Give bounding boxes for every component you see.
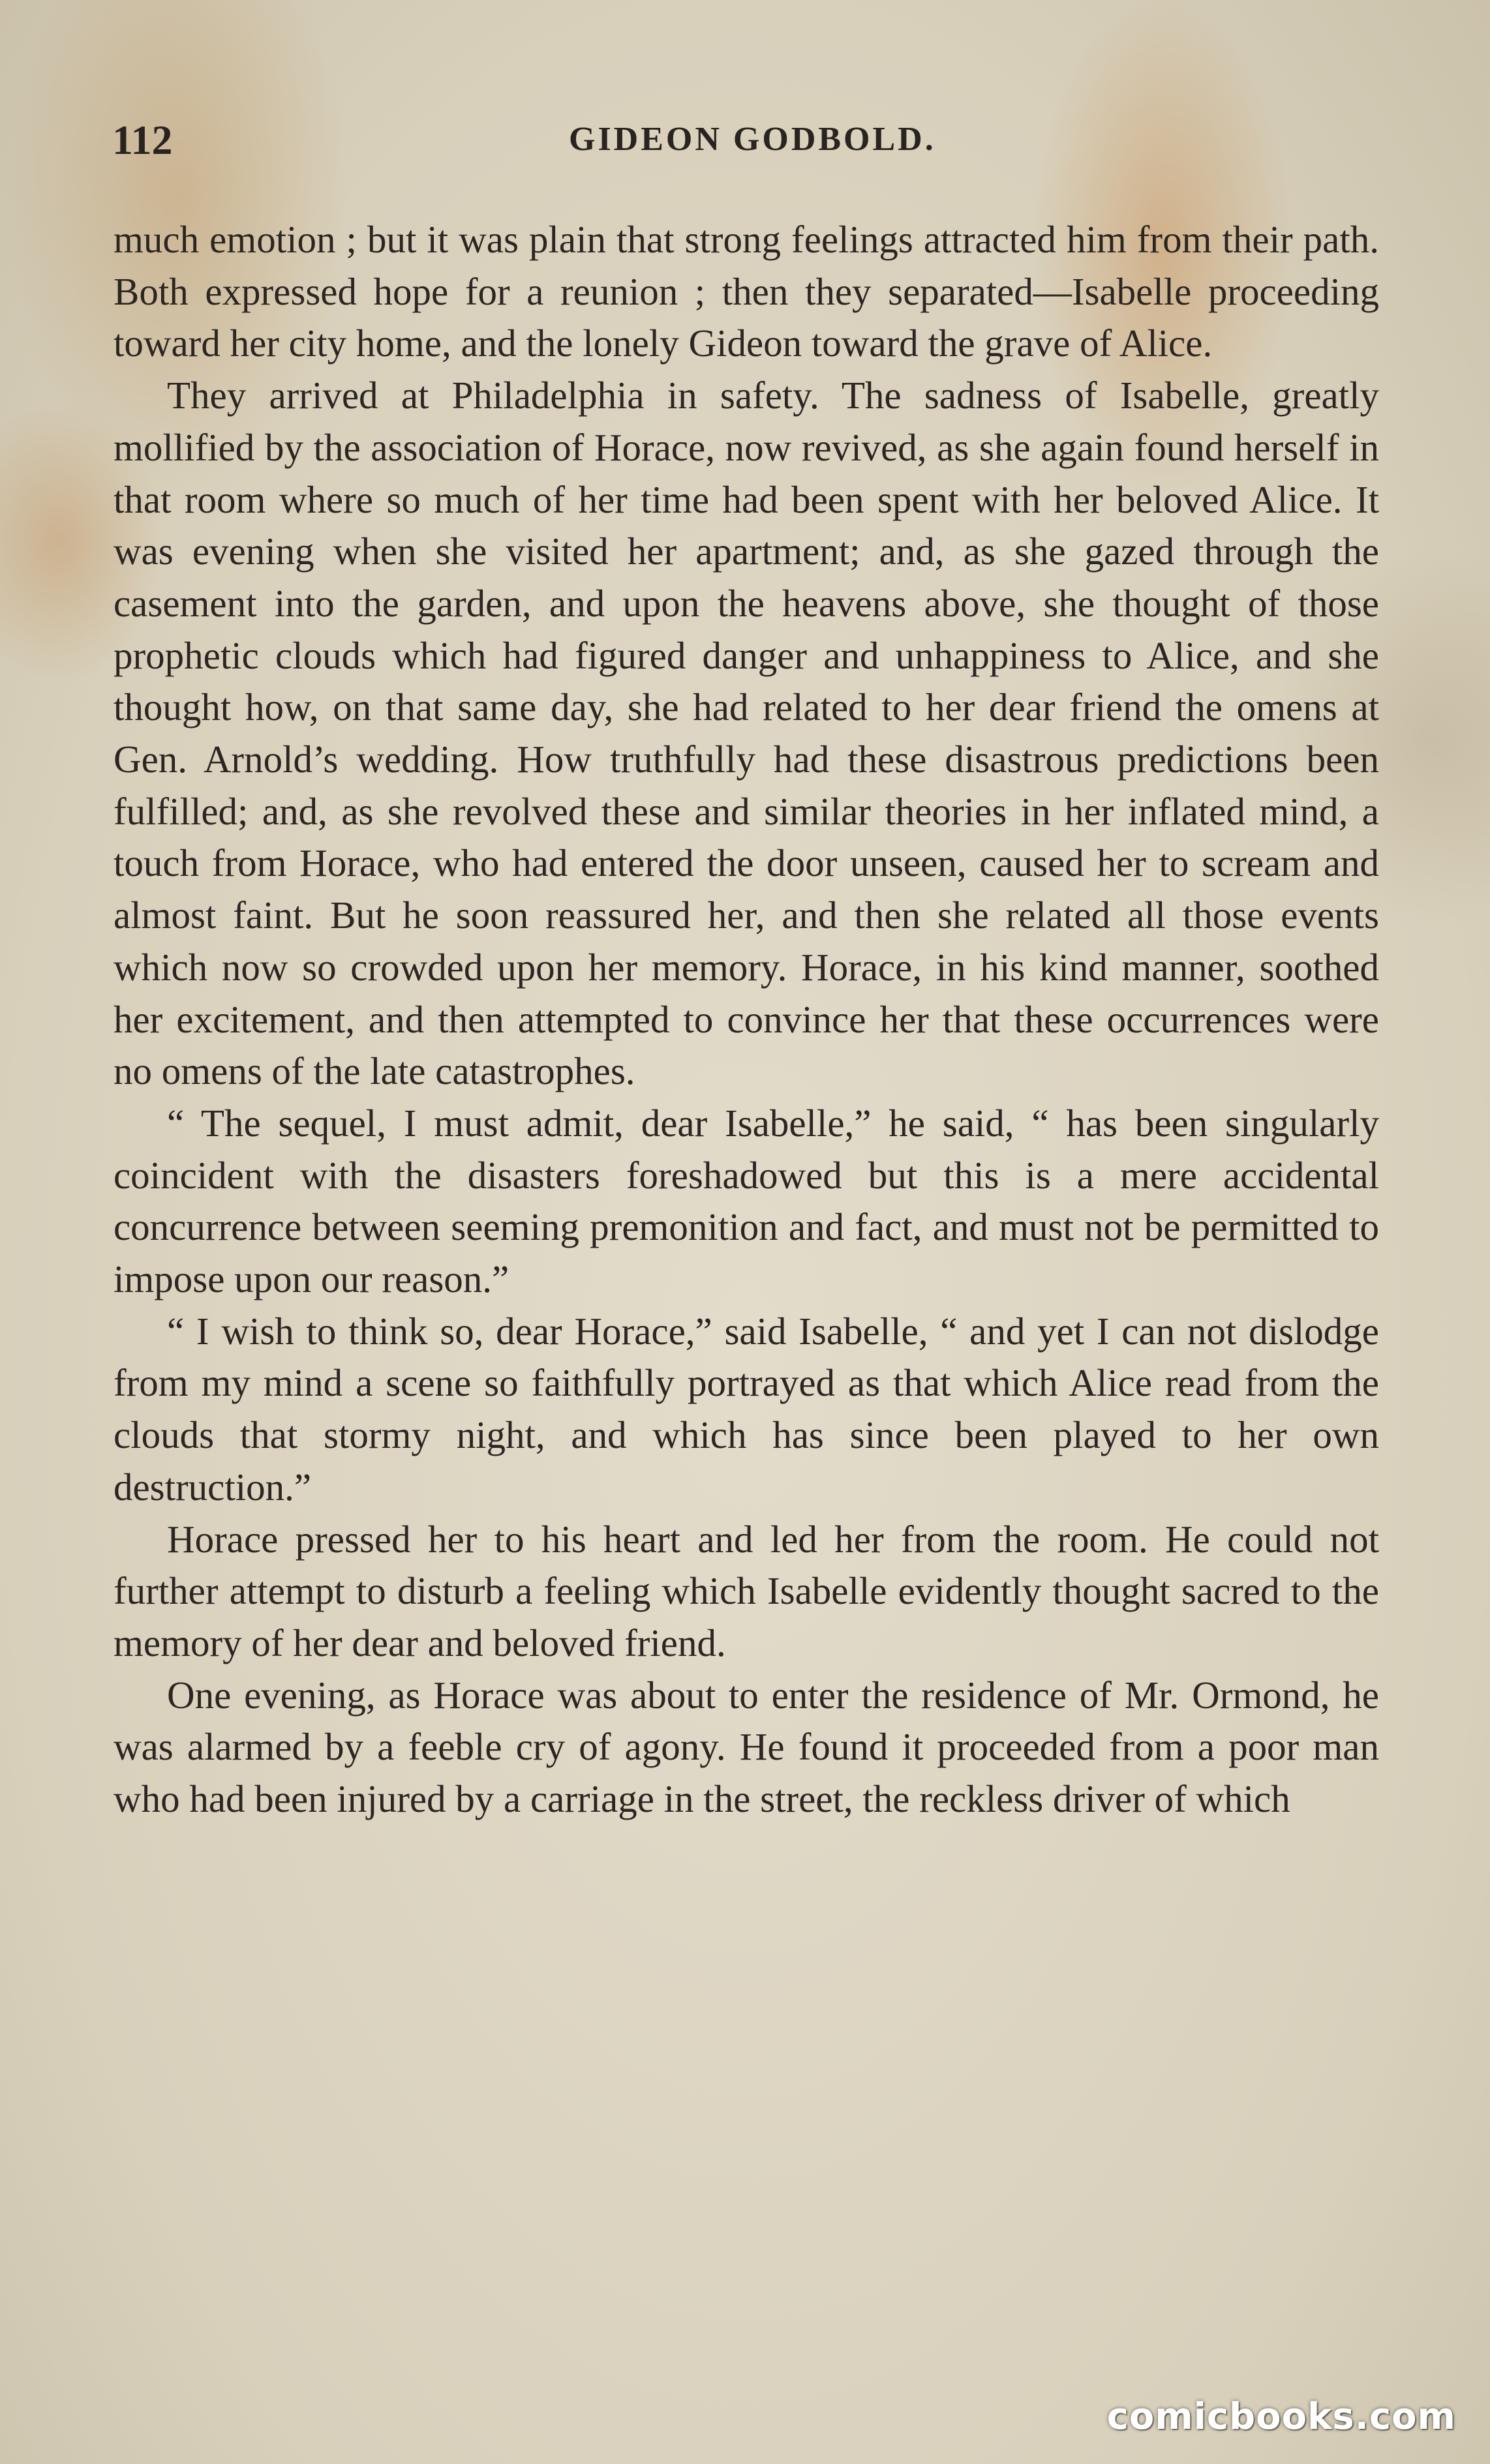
paragraph: “ I wish to think so, dear Horace,” said Isabelle, “ and yet I can not dislodge from my mind a scene so faithfully portrayed as that which Alice read from the clouds that stormy night, and which has since been played to her own destruction.” [114, 1309, 1379, 1509]
body-text [114, 214, 1379, 1825]
paragraph: One evening, as Horace was about to enter the residence of Mr. Ormond, he was alarmed by a feeble cry of agony. He found it proceeded from a poor man who had been injured by a carriage in the street, the reckless driver of which [114, 1673, 1379, 1821]
running-head: GIDEON GODBOLD. [569, 121, 936, 158]
page-number: 112 [112, 117, 173, 163]
paragraph: much emotion ; but it was plain that strong feelings attracted him from their path. Both expressed hope for a reunion ; then they separated—Isabelle proceeding toward her city home, and the lonely Gideon toward the grave of Alice. [114, 218, 1379, 365]
watermark: comicbooks.com [1106, 2396, 1456, 2438]
paragraph: Horace pressed her to his heart and led her from the room. He could not further attempt to disturb a feeling which Isabelle evidently thought sacred to the memory of her dear and beloved friend. [114, 1517, 1379, 1664]
page-header [112, 111, 1378, 170]
paragraph: “ The sequel, I must admit, dear Isabelle,” he said, “ has been singularly coincident with the disasters foreshadowed but this is a mere accidental concurrence between seeming premonition and fact, and must not be permitted to impose upon our reason.” [114, 1101, 1379, 1301]
paragraph: They arrived at Philadelphia in safety. The sadness of Isabelle, greatly mollified by the association of Horace, now revived, as she again found herself in that room where so much of her time had been spent with her beloved Alice. It was evening when she visited her apartment; and, as she gazed through the casement into the garden, and upon the heavens above, she thought of those prophetic clouds which had figured danger and unhappiness to Alice, and she thought how, on that same day, she had related to her dear friend the omens at Gen. Arnold’s wedding. How truthfully had these disastrous predictions been fulfilled; and, as she revolved these and similar theories in her inflated mind, a touch from Horace, who had entered the door unseen, caused her to scream and almost faint. But he soon reassured her, and then she related all those events which now so crowded upon her memory. Horace, in his kind manner, soothed her excitement, and then attempted to convince her that these occurrences were no omens of the late catastrophes. [114, 374, 1379, 1093]
